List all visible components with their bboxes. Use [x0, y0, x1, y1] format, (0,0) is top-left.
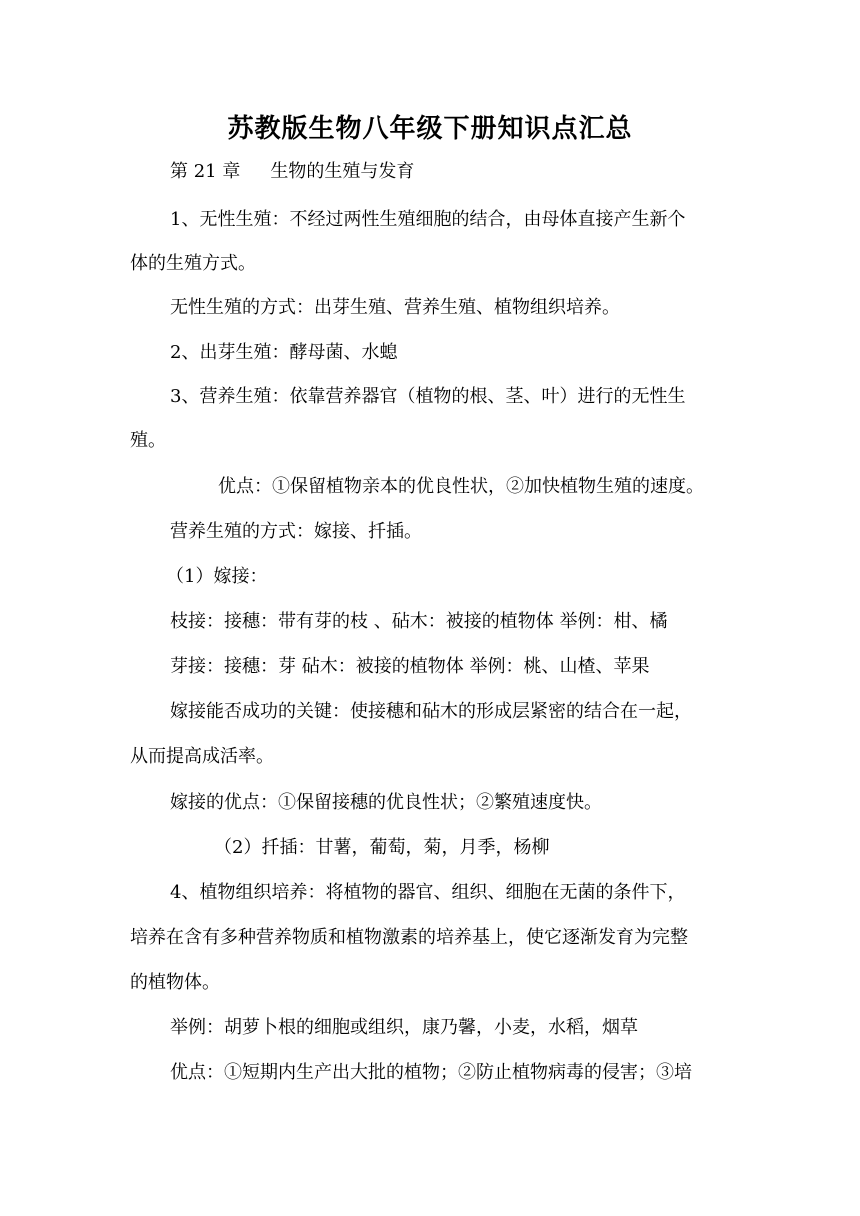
paragraph-line: 嫁接能否成功的关键：使接穗和砧木的形成层紧密的结合在一起，	[170, 701, 692, 722]
document-title: 苏教版生物八年级下册知识点汇总	[227, 114, 633, 144]
paragraph-line: 营养生殖的方式：嫁接、扦插。	[170, 521, 422, 542]
paragraph-line: 芽接：接穗：芽 砧木：被接的植物体 举例：桃、山楂、苹果	[170, 656, 650, 677]
paragraph-line: （2）扦插：甘薯，葡萄，菊，月季，杨柳	[214, 837, 550, 858]
paragraph-line: 优点：①短期内生产出大批的植物；②防止植物病毒的侵害；③培	[170, 1062, 692, 1083]
paragraph-line: 从而提高成活率。	[130, 746, 274, 767]
paragraph-line: 嫁接的优点：①保留接穗的优良性状；②繁殖速度快。	[170, 792, 602, 813]
paragraph-line: 1、无性生殖：不经过两性生殖细胞的结合，由母体直接产生新个	[170, 209, 686, 230]
paragraph-line: 培养在含有多种营养物质和植物激素的培养基上，使它逐渐发育为完整	[130, 927, 688, 948]
paragraph-line: 体的生殖方式。	[130, 253, 256, 274]
chapter-heading	[170, 160, 414, 184]
chapter-name: 生物的生殖与发育	[270, 161, 415, 182]
paragraph-line: 优点：①保留植物亲本的优良性状，②加快植物生殖的速度。	[218, 476, 704, 497]
paragraph-line: 举例：胡萝卜根的细胞或组织，康乃馨，小麦，水稻，烟草	[170, 1017, 638, 1038]
paragraph-line: （1）嫁接：	[166, 566, 268, 587]
paragraph-line: 2、出芽生殖：酵母菌、水螅	[170, 342, 398, 363]
paragraph-line: 殖。	[130, 430, 166, 451]
paragraph-line: 3、营养生殖：依靠营养器官（植物的根、茎、叶）进行的无性生	[170, 386, 686, 407]
paragraph-line: 无性生殖的方式：出芽生殖、营养生殖、植物组织培养。	[170, 297, 620, 318]
chapter-number: 第 21 章	[170, 161, 241, 182]
paragraph-line: 的植物体。	[130, 972, 220, 993]
paragraph-line: 枝接：接穗：带有芽的枝 、砧木：被接的植物体 举例：柑、橘	[170, 611, 668, 632]
paragraph-line: 4、植物组织培养：将植物的器官、组织、细胞在无菌的条件下，	[170, 882, 686, 903]
